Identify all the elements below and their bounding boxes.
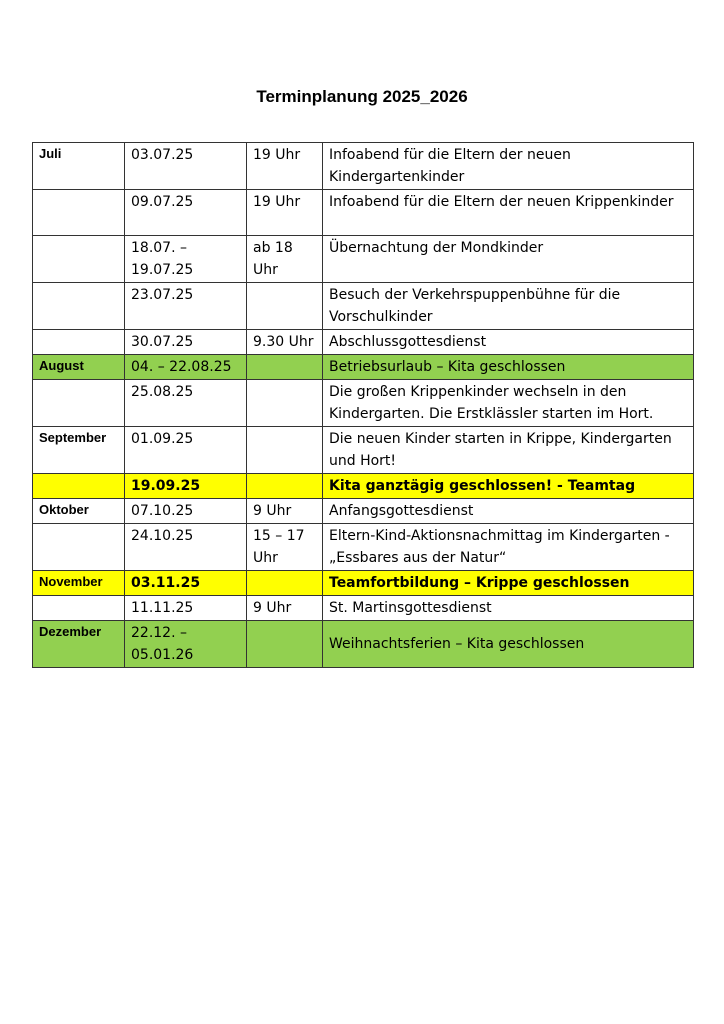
time-cell: ab 18 Uhr [247, 236, 323, 283]
date-cell: 25.08.25 [125, 380, 247, 427]
schedule-table [32, 142, 694, 668]
table-row [33, 190, 694, 236]
time-cell: 9.30 Uhr [247, 330, 323, 355]
table-row [33, 474, 694, 499]
month-cell: Dezember [33, 621, 125, 668]
time-cell [247, 283, 323, 330]
month-cell [33, 283, 125, 330]
table-row [33, 380, 694, 427]
event-cell: Kita ganztägig geschlossen! - Teamtag [323, 474, 694, 499]
time-cell [247, 571, 323, 596]
table-row [33, 524, 694, 571]
month-cell [33, 596, 125, 621]
event-cell: Eltern-Kind-Aktionsnachmittag im Kindergarten - „Essbares aus der Natur“ [323, 524, 694, 571]
table-row [33, 621, 694, 668]
table-row [33, 143, 694, 190]
date-cell: 07.10.25 [125, 499, 247, 524]
date-cell: 09.07.25 [125, 190, 247, 236]
month-cell [33, 474, 125, 499]
month-cell: August [33, 355, 125, 380]
date-cell: 11.11.25 [125, 596, 247, 621]
page-title: Terminplanung 2025_2026 [256, 87, 468, 106]
table-row [33, 596, 694, 621]
time-cell: 15 – 17 Uhr [247, 524, 323, 571]
event-cell: Infoabend für die Eltern der neuen Krippenkinder [323, 190, 694, 236]
month-cell [33, 380, 125, 427]
date-cell: 22.12. – 05.01.26 [125, 621, 247, 668]
month-cell [33, 190, 125, 236]
month-cell [33, 330, 125, 355]
event-cell: Besuch der Verkehrspuppenbühne für die Vorschulkinder [323, 283, 694, 330]
event-cell: Abschlussgottesdienst [323, 330, 694, 355]
date-cell: 23.07.25 [125, 283, 247, 330]
date-cell: 03.11.25 [125, 571, 247, 596]
month-cell: September [33, 427, 125, 474]
table-row [33, 236, 694, 283]
table-row [33, 499, 694, 524]
month-cell [33, 236, 125, 283]
schedule-body [33, 143, 694, 668]
month-cell: Juli [33, 143, 125, 190]
event-cell: St. Martinsgottesdienst [323, 596, 694, 621]
time-cell: 9 Uhr [247, 499, 323, 524]
date-cell: 01.09.25 [125, 427, 247, 474]
event-cell: Infoabend für die Eltern der neuen Kindergartenkinder [323, 143, 694, 190]
time-cell: 19 Uhr [247, 143, 323, 190]
month-cell: Oktober [33, 499, 125, 524]
date-cell: 24.10.25 [125, 524, 247, 571]
time-cell: 19 Uhr [247, 190, 323, 236]
date-cell: 03.07.25 [125, 143, 247, 190]
table-row [33, 355, 694, 380]
table-row [33, 571, 694, 596]
month-cell: November [33, 571, 125, 596]
date-cell: 04. – 22.08.25 [125, 355, 247, 380]
time-cell [247, 355, 323, 380]
event-cell: Betriebsurlaub – Kita geschlossen [323, 355, 694, 380]
date-cell: 30.07.25 [125, 330, 247, 355]
table-row [33, 427, 694, 474]
table-row [33, 330, 694, 355]
table-row [33, 283, 694, 330]
event-cell: Übernachtung der Mondkinder [323, 236, 694, 283]
month-cell [33, 524, 125, 571]
time-cell: 9 Uhr [247, 596, 323, 621]
date-cell: 18.07. – 19.07.25 [125, 236, 247, 283]
event-cell: Die neuen Kinder starten in Krippe, Kindergarten und Hort! [323, 427, 694, 474]
time-cell [247, 427, 323, 474]
time-cell [247, 380, 323, 427]
event-cell: Anfangsgottesdienst [323, 499, 694, 524]
event-cell: Die großen Krippenkinder wechseln in den Kindergarten. Die Erstklässler starten im Hort. [323, 380, 694, 427]
date-cell: 19.09.25 [125, 474, 247, 499]
time-cell [247, 474, 323, 499]
event-cell: Teamfortbildung – Krippe geschlossen [323, 571, 694, 596]
time-cell [247, 621, 323, 668]
event-cell: Weihnachtsferien – Kita geschlossen [323, 621, 694, 668]
